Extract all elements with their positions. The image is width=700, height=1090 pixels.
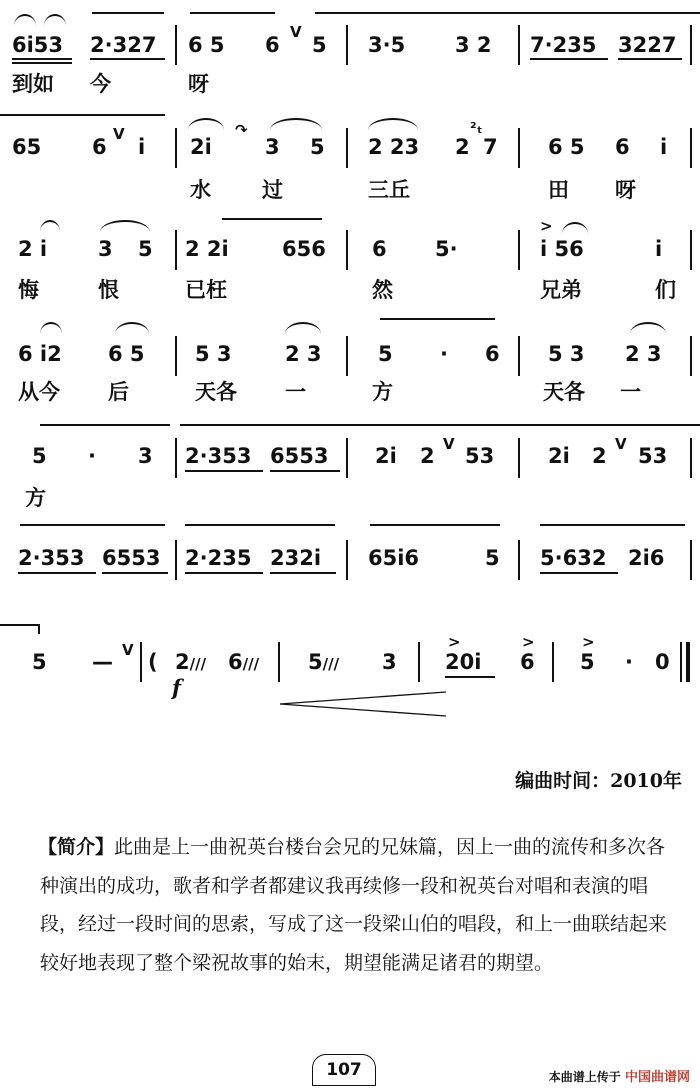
lyric: 然 bbox=[372, 278, 393, 302]
lyric: 今 bbox=[90, 72, 111, 96]
lyric: 田 bbox=[548, 178, 569, 202]
intro-text: 此曲是上一曲祝英台楼台会兄的兄妹篇，因上一曲的流传和多次各种演出的成功，歌者和学者都建议我再续修一段和祝英台对唱和表演的唱段，经过一段时间的思索，写成了这一段梁山伯的唱段，和上一曲联结起来较好地表现了整个梁祝故事的始末，期望能满足诸君的期望。 bbox=[40, 836, 668, 974]
lyric: 到如 bbox=[12, 72, 54, 96]
note-group: 2·327 bbox=[90, 33, 157, 57]
intro-label: 【简介】 bbox=[38, 836, 115, 858]
score-row-7: 5 — V ( 2/// f 6/// 5/// 3 > 20i > 6 > 5 · 0 bbox=[0, 610, 700, 730]
upload-note: 本曲谱上传于 中国曲谱网 bbox=[548, 1070, 690, 1085]
lyric: 从今 bbox=[18, 380, 60, 404]
lyric: 一 bbox=[620, 380, 641, 404]
lyric: 兄弟 bbox=[540, 278, 582, 302]
lyric: 天各 bbox=[543, 380, 585, 404]
note-group: 3 2 bbox=[455, 33, 492, 57]
score-row-1: 6i53 2·327 6 5 6 V 5 3·5 3 2 7·235 3227 到如 今 呀 bbox=[0, 0, 700, 110]
lyric: 呀 bbox=[615, 178, 636, 202]
page-number: 107 bbox=[326, 1060, 362, 1080]
note-group: 3·5 bbox=[368, 33, 406, 57]
lyric: 方 bbox=[25, 486, 46, 510]
composition-time: 编曲时间：2010年 bbox=[515, 770, 682, 792]
score-row-2: 65 6 V i 2i ↷ 3 5 2 23 2 ²ₜ 7 6 5 6 i 水 过 三丘 田 呀 bbox=[0, 110, 700, 210]
note-group: 6 bbox=[265, 33, 280, 57]
decrescendo-hairpin bbox=[278, 690, 448, 720]
score-row-6: 2·353 6553 2·235 232i 65i6 5 5·632 2i6 bbox=[0, 510, 700, 610]
lyric: 恨 bbox=[98, 278, 119, 302]
note-group: 7·235 bbox=[530, 33, 597, 57]
site-logo[interactable]: 中国曲谱网 bbox=[624, 1070, 690, 1085]
lyric: 已枉 bbox=[185, 278, 227, 302]
lyric: 们 bbox=[655, 278, 676, 302]
note-group: 3227 bbox=[618, 33, 677, 57]
note-group: 6i53 bbox=[12, 33, 64, 57]
dynamic-mark: f bbox=[172, 675, 182, 700]
lyric: 方 bbox=[372, 380, 393, 404]
lyric: 天各 bbox=[195, 380, 237, 404]
score-row-3: 2 i 3 5 2 2i 656 6 5· > i 56 i 悔 恨 已枉 然 兄弟 们 bbox=[0, 210, 700, 310]
lyric: 悔 bbox=[18, 278, 39, 302]
intro-paragraph bbox=[40, 828, 680, 982]
lyric: 后 bbox=[108, 380, 129, 404]
score-row-5: 5 · 3 2·353 6553 2i 2 V 53 2i 2 V 53 方 bbox=[0, 410, 700, 510]
note-group: 5 bbox=[312, 33, 327, 57]
lyric: 呀 bbox=[188, 72, 209, 96]
lyric: 三丘 bbox=[368, 178, 410, 202]
lyric: 水 bbox=[190, 178, 211, 202]
score-row-4: 6 i2 6 5 5 3 2 3 5 · 6 5 3 2 3 从今 后 天各 一 方 天各 一 bbox=[0, 310, 700, 410]
lyric: 过 bbox=[262, 178, 283, 202]
note-group: 6 5 bbox=[188, 33, 225, 57]
lyric: 一 bbox=[285, 380, 306, 404]
